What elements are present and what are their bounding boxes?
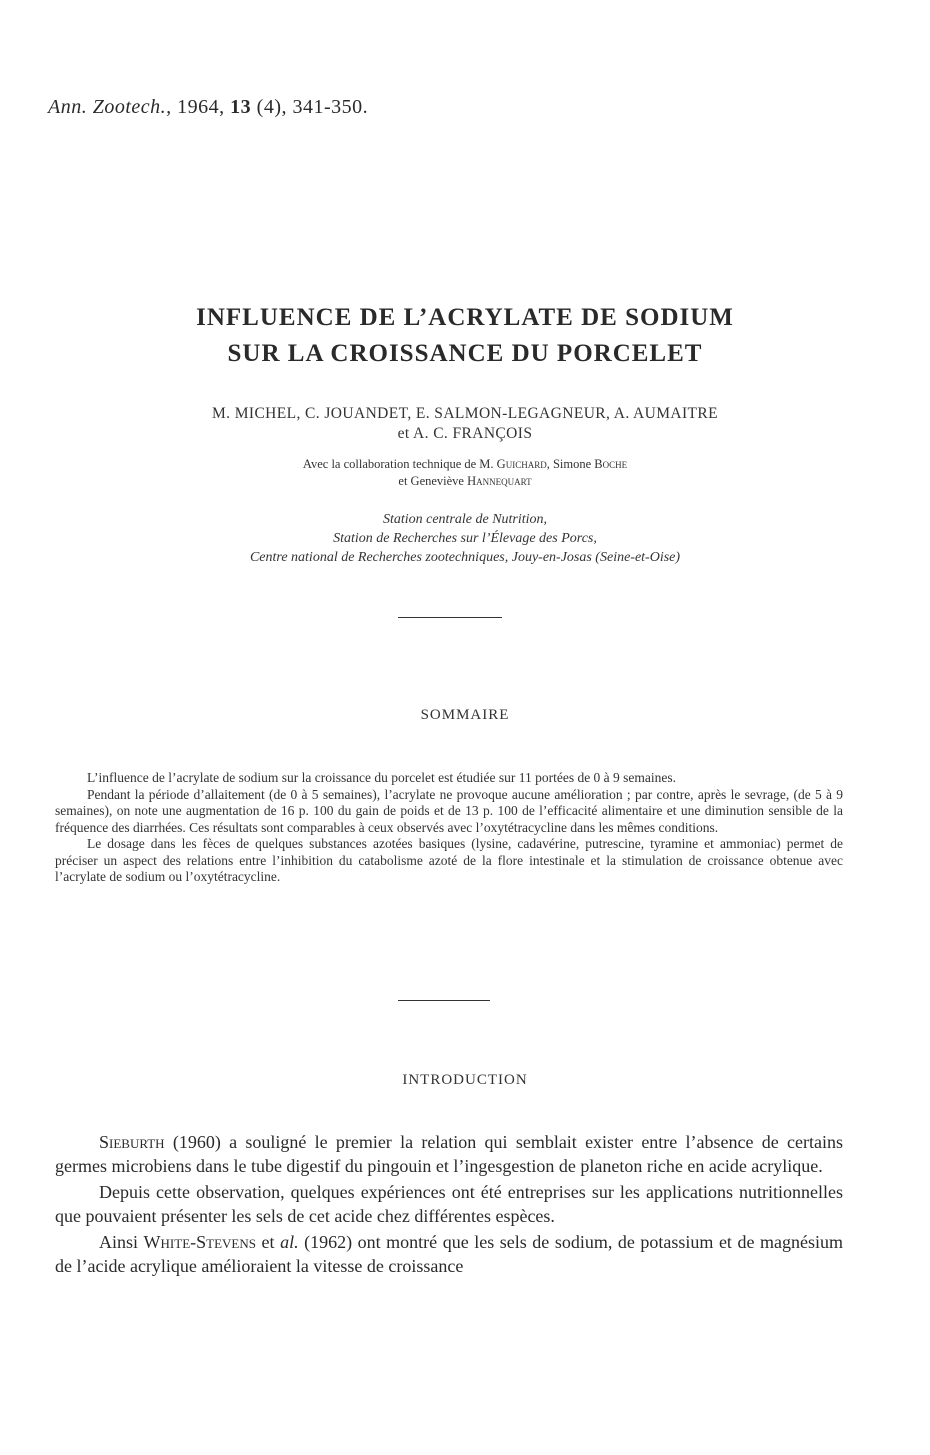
collab-line-2 bbox=[0, 473, 930, 490]
collab-line-1 bbox=[0, 456, 930, 473]
title-line-1: INFLUENCE DE L’ACRYLATE DE SODIUM bbox=[196, 304, 734, 331]
introduction-heading: INTRODUCTION bbox=[402, 1072, 528, 1088]
intro-p3-prefix: Ainsi bbox=[99, 1232, 144, 1252]
summary-paragraph-3: Le dosage dans les fèces de quelques substances azotées basiques (lysine, cadavérine, putrescine, tyramine et ammoniac) permet de préciser un aspect des relations entre l’inhibition du catabolisme azoté de la flore intestinale et la stimulation de croissance obtenue avec l’acrylate de sodium ou l’oxytétracycline. bbox=[55, 836, 843, 884]
citation-journal: Ann. Zootech., bbox=[48, 96, 172, 118]
cited-author-white-stevens: White-Stevens bbox=[143, 1232, 256, 1252]
intro-paragraph-2: Depuis cette observation, quelques expériences ont été entreprises sur les applications nutritionnelles que pouvaient présenter les sels de cet acide chez différentes espèces. bbox=[55, 1182, 843, 1226]
authors-line-1: M. MICHEL, C. JOUANDET, E. SALMON-LEGAGNEUR, A. AUMAITRE bbox=[211, 405, 719, 422]
technical-collaboration bbox=[0, 456, 930, 490]
journal-citation bbox=[48, 96, 368, 119]
summary-heading: SOMMAIRE bbox=[420, 707, 510, 723]
intro-paragraph-1 bbox=[55, 1131, 843, 1178]
intro-paragraph-3 bbox=[55, 1231, 843, 1278]
collab-name-hannequart: Hannequart bbox=[467, 474, 532, 488]
intro-p1-text: (1960) a souligné le premier la relation qui semblait exister entre l’absence de certains germes microbiens dans le tube digestif du pingouin et l’ingesgestion de planeton riche en acide acrylique. bbox=[55, 1132, 843, 1176]
intro-p3-et: et bbox=[255, 1232, 281, 1252]
affiliation-line-3: Centre national de Recherches zootechniques, Jouy-en-Josas (Seine-et-Oise) bbox=[249, 550, 681, 565]
collab-name-guichard: Guichard bbox=[496, 457, 547, 471]
cited-author-sieburth: Sieburth bbox=[99, 1132, 165, 1152]
title-line-2: SUR LA CROISSANCE DU PORCELET bbox=[227, 340, 703, 367]
collab-name-boche: Boche bbox=[594, 457, 628, 471]
summary-paragraph-1: L’influence de l’acrylate de sodium sur la croissance du porcelet est étudiée sur 11 portées de 0 à 9 semaines. bbox=[87, 770, 677, 785]
article-title bbox=[0, 300, 930, 372]
citation-volume: 13 bbox=[230, 96, 252, 118]
affiliation bbox=[0, 510, 930, 567]
affiliation-line-2: Station de Recherches sur l’Élevage des Porcs, bbox=[333, 531, 597, 546]
intro-p3-al: al. bbox=[280, 1232, 299, 1252]
section-divider-1 bbox=[398, 617, 502, 618]
intro-p3-text: (1962) ont montré que les sels de sodium, de potassium et de magnésium de l’acide acrylique amélioraient la vitesse de croissance bbox=[55, 1232, 843, 1276]
author-list bbox=[0, 404, 930, 444]
collab-prefix: Avec la collaboration technique de M. bbox=[302, 457, 497, 471]
authors-line-2: et A. C. FRANÇOIS bbox=[397, 425, 533, 442]
introduction-text bbox=[55, 1131, 843, 1281]
section-divider-2 bbox=[398, 1000, 490, 1001]
affiliation-line-1: Station centrale de Nutrition, bbox=[382, 512, 548, 527]
citation-issue-pages: (4), 341-350. bbox=[256, 96, 369, 118]
collab-prefix-2: et Geneviève bbox=[398, 474, 468, 488]
summary-text bbox=[55, 770, 843, 886]
collab-sep: , Simone bbox=[546, 457, 595, 471]
summary-paragraph-2: Pendant la période d’allaitement (de 0 à 5 semaines), l’acrylate ne provoque aucune amélioration ; par contre, après le sevrage, (de 5 à 9 semaines), on note une augmentation de 16 p. 100 du gain de poids et de 13 p. 100 de l’efficacité alimentaire et une diminution sensible de la fréquence des diarrhées. Ces résultats sont comparables à ceux observés avec l’oxytétracycline dans les mêmes conditions. bbox=[55, 786, 843, 835]
citation-year: 1964, bbox=[177, 96, 225, 118]
